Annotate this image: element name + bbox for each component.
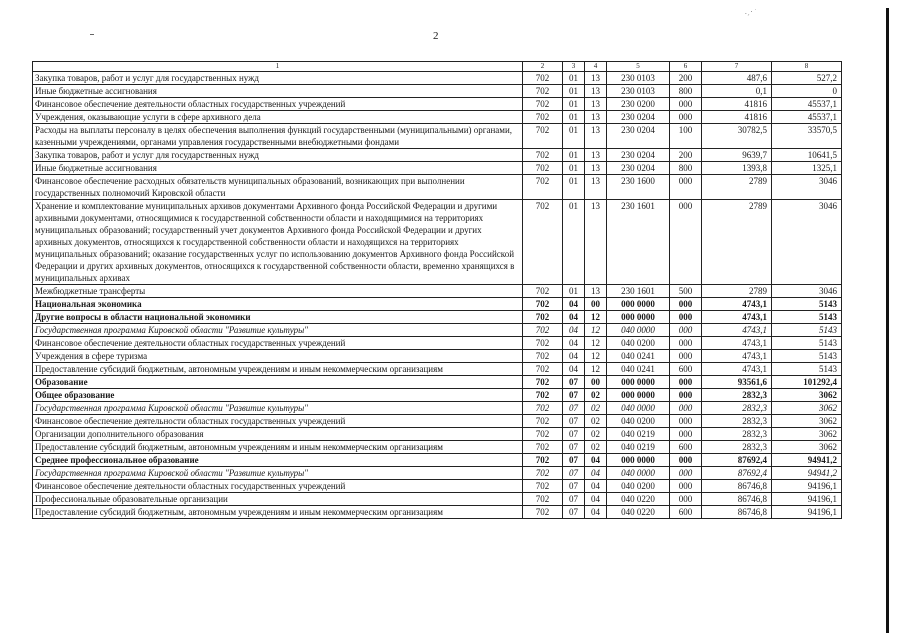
- table-row: [33, 149, 842, 162]
- amount-col7-cell: 2789: [702, 200, 772, 285]
- code-section-cell: 01: [563, 124, 585, 149]
- amount-col7-cell: 2789: [702, 175, 772, 200]
- row-name-cell: Иные бюджетные ассигнования: [33, 162, 523, 175]
- row-name-cell: Межбюджетные трансферты: [33, 285, 523, 298]
- scan-artifact-dash: [90, 34, 94, 35]
- row-name-cell: Национальная экономика: [33, 298, 523, 311]
- table-row: [33, 506, 842, 519]
- amount-col7-cell: 87692,4: [702, 454, 772, 467]
- row-name-cell: Закупка товаров, работ и услуг для государственных нужд: [33, 72, 523, 85]
- amount-col7-cell: 2832,3: [702, 428, 772, 441]
- amount-col7-cell: 0,1: [702, 85, 772, 98]
- code-section-cell: 01: [563, 98, 585, 111]
- table-row: [33, 200, 842, 285]
- code-section-cell: 04: [563, 311, 585, 324]
- code-ministry-cell: 702: [523, 480, 563, 493]
- code-ministry-cell: 702: [523, 85, 563, 98]
- code-subsection-cell: 13: [585, 162, 607, 175]
- code-section-cell: 07: [563, 389, 585, 402]
- table-row: [33, 389, 842, 402]
- amount-col7-cell: 487,6: [702, 72, 772, 85]
- row-name-cell: Другие вопросы в области национальной экономики: [33, 311, 523, 324]
- code-ministry-cell: 702: [523, 363, 563, 376]
- amount-col7-cell: 93561,6: [702, 376, 772, 389]
- table-row: [33, 454, 842, 467]
- row-name-cell: Закупка товаров, работ и услуг для государственных нужд: [33, 149, 523, 162]
- code-target-cell: 230 1600: [607, 175, 670, 200]
- amount-col7-cell: 4743,1: [702, 350, 772, 363]
- table-row: [33, 298, 842, 311]
- code-subsection-cell: 02: [585, 389, 607, 402]
- row-name-cell: Финансовое обеспечение деятельности областных государственных учреждений: [33, 98, 523, 111]
- code-subsection-cell: 13: [585, 285, 607, 298]
- table-row: [33, 480, 842, 493]
- code-ministry-cell: 702: [523, 311, 563, 324]
- column-header: 7: [702, 62, 772, 72]
- table-row: [33, 162, 842, 175]
- table-row: [33, 428, 842, 441]
- page-number: 2: [433, 30, 439, 42]
- code-ministry-cell: 702: [523, 149, 563, 162]
- code-ministry-cell: 702: [523, 415, 563, 428]
- code-expense-type-cell: 500: [670, 285, 702, 298]
- amount-col8-cell: 3062: [772, 428, 842, 441]
- code-target-cell: 040 0200: [607, 415, 670, 428]
- column-header: 3: [563, 62, 585, 72]
- code-target-cell: 230 0204: [607, 162, 670, 175]
- amount-col8-cell: 3046: [772, 285, 842, 298]
- table-row: [33, 402, 842, 415]
- code-expense-type-cell: 000: [670, 454, 702, 467]
- amount-col7-cell: 2832,3: [702, 389, 772, 402]
- amount-col8-cell: 5143: [772, 311, 842, 324]
- table-row: [33, 85, 842, 98]
- amount-col8-cell: 94941,2: [772, 467, 842, 480]
- code-ministry-cell: 702: [523, 72, 563, 85]
- amount-col7-cell: 41816: [702, 111, 772, 124]
- code-section-cell: 04: [563, 350, 585, 363]
- code-ministry-cell: 702: [523, 285, 563, 298]
- code-ministry-cell: 702: [523, 350, 563, 363]
- row-name-cell: Среднее профессиональное образование: [33, 454, 523, 467]
- code-section-cell: 01: [563, 200, 585, 285]
- code-target-cell: 040 0219: [607, 441, 670, 454]
- budget-table: [32, 61, 842, 519]
- amount-col8-cell: 3046: [772, 175, 842, 200]
- row-name-cell: Государственная программа Кировской области "Развитие культуры": [33, 402, 523, 415]
- code-target-cell: 230 0103: [607, 72, 670, 85]
- amount-col8-cell: 3062: [772, 415, 842, 428]
- code-expense-type-cell: 000: [670, 389, 702, 402]
- row-name-cell: Государственная программа Кировской области "Развитие культуры": [33, 324, 523, 337]
- code-ministry-cell: 702: [523, 428, 563, 441]
- row-name-cell: Финансовое обеспечение деятельности областных государственных учреждений: [33, 337, 523, 350]
- code-target-cell: 230 0200: [607, 98, 670, 111]
- code-subsection-cell: 13: [585, 124, 607, 149]
- code-subsection-cell: 13: [585, 72, 607, 85]
- code-subsection-cell: 00: [585, 376, 607, 389]
- amount-col8-cell: 527,2: [772, 72, 842, 85]
- amount-col8-cell: 45537,1: [772, 111, 842, 124]
- column-header: 8: [772, 62, 842, 72]
- amount-col8-cell: 101292,4: [772, 376, 842, 389]
- code-target-cell: 230 0204: [607, 111, 670, 124]
- code-expense-type-cell: 000: [670, 493, 702, 506]
- amount-col7-cell: 41816: [702, 98, 772, 111]
- table-row: [33, 337, 842, 350]
- code-subsection-cell: 12: [585, 337, 607, 350]
- table-row: [33, 311, 842, 324]
- code-ministry-cell: 702: [523, 402, 563, 415]
- amount-col7-cell: 9639,7: [702, 149, 772, 162]
- amount-col8-cell: 94941,2: [772, 454, 842, 467]
- code-expense-type-cell: 100: [670, 124, 702, 149]
- code-expense-type-cell: 000: [670, 415, 702, 428]
- amount-col8-cell: 94196,1: [772, 480, 842, 493]
- code-ministry-cell: 702: [523, 111, 563, 124]
- code-subsection-cell: 04: [585, 493, 607, 506]
- amount-col8-cell: 1325,1: [772, 162, 842, 175]
- row-name-cell: Финансовое обеспечение деятельности областных государственных учреждений: [33, 415, 523, 428]
- code-subsection-cell: 13: [585, 175, 607, 200]
- code-section-cell: 01: [563, 111, 585, 124]
- amount-col7-cell: 2832,3: [702, 441, 772, 454]
- code-section-cell: 07: [563, 428, 585, 441]
- code-subsection-cell: 12: [585, 324, 607, 337]
- code-expense-type-cell: 000: [670, 467, 702, 480]
- amount-col8-cell: 3046: [772, 200, 842, 285]
- code-ministry-cell: 702: [523, 162, 563, 175]
- code-expense-type-cell: 200: [670, 149, 702, 162]
- row-name-cell: Предоставление субсидий бюджетным, автономным учреждениям и иным некоммерческим организациям: [33, 441, 523, 454]
- column-header: 5: [607, 62, 670, 72]
- code-section-cell: 04: [563, 324, 585, 337]
- code-expense-type-cell: 200: [670, 72, 702, 85]
- scan-artifact: . ̗ · ͘: [745, 8, 755, 16]
- code-expense-type-cell: 600: [670, 441, 702, 454]
- amount-col8-cell: 45537,1: [772, 98, 842, 111]
- table-row: [33, 493, 842, 506]
- amount-col8-cell: 5143: [772, 350, 842, 363]
- code-subsection-cell: 13: [585, 98, 607, 111]
- code-subsection-cell: 02: [585, 415, 607, 428]
- table-row: [33, 98, 842, 111]
- code-subsection-cell: 12: [585, 350, 607, 363]
- code-section-cell: 07: [563, 467, 585, 480]
- table-row: [33, 467, 842, 480]
- amount-col8-cell: 3062: [772, 389, 842, 402]
- code-section-cell: 01: [563, 162, 585, 175]
- table-row: [33, 376, 842, 389]
- amount-col7-cell: 30782,5: [702, 124, 772, 149]
- code-subsection-cell: 13: [585, 85, 607, 98]
- table-row: [33, 72, 842, 85]
- code-expense-type-cell: 000: [670, 175, 702, 200]
- amount-col7-cell: 2789: [702, 285, 772, 298]
- code-ministry-cell: 702: [523, 506, 563, 519]
- code-target-cell: 040 0000: [607, 467, 670, 480]
- code-ministry-cell: 702: [523, 454, 563, 467]
- code-ministry-cell: 702: [523, 493, 563, 506]
- amount-col8-cell: 3062: [772, 402, 842, 415]
- code-section-cell: 07: [563, 376, 585, 389]
- amount-col7-cell: 86746,8: [702, 493, 772, 506]
- code-expense-type-cell: 600: [670, 506, 702, 519]
- code-expense-type-cell: 000: [670, 402, 702, 415]
- code-subsection-cell: 00: [585, 298, 607, 311]
- code-section-cell: 07: [563, 415, 585, 428]
- column-header: 1: [33, 62, 523, 72]
- code-ministry-cell: 702: [523, 389, 563, 402]
- table-row: [33, 324, 842, 337]
- amount-col8-cell: 5143: [772, 324, 842, 337]
- table-row: [33, 111, 842, 124]
- code-expense-type-cell: 000: [670, 311, 702, 324]
- amount-col7-cell: 87692,4: [702, 467, 772, 480]
- code-target-cell: 230 0204: [607, 124, 670, 149]
- code-expense-type-cell: 000: [670, 337, 702, 350]
- code-expense-type-cell: 000: [670, 350, 702, 363]
- code-section-cell: 07: [563, 480, 585, 493]
- amount-col8-cell: 94196,1: [772, 493, 842, 506]
- code-target-cell: 000 0000: [607, 298, 670, 311]
- amount-col7-cell: 4743,1: [702, 363, 772, 376]
- table-row: [33, 363, 842, 376]
- code-expense-type-cell: 000: [670, 200, 702, 285]
- amount-col8-cell: 10641,5: [772, 149, 842, 162]
- row-name-cell: Предоставление субсидий бюджетным, автономным учреждениям и иным некоммерческим организациям: [33, 363, 523, 376]
- table-row: [33, 415, 842, 428]
- row-name-cell: Образование: [33, 376, 523, 389]
- code-section-cell: 01: [563, 85, 585, 98]
- row-name-cell: Учреждения в сфере туризма: [33, 350, 523, 363]
- code-section-cell: 04: [563, 337, 585, 350]
- code-target-cell: 000 0000: [607, 454, 670, 467]
- code-section-cell: 07: [563, 493, 585, 506]
- row-name-cell: Профессиональные образовательные организации: [33, 493, 523, 506]
- amount-col7-cell: 1393,8: [702, 162, 772, 175]
- code-subsection-cell: 04: [585, 467, 607, 480]
- row-name-cell: Организации дополнительного образования: [33, 428, 523, 441]
- code-expense-type-cell: 000: [670, 480, 702, 493]
- code-target-cell: 230 1601: [607, 200, 670, 285]
- amount-col7-cell: 2832,3: [702, 402, 772, 415]
- code-expense-type-cell: 000: [670, 376, 702, 389]
- code-ministry-cell: 702: [523, 298, 563, 311]
- row-name-cell: Расходы на выплаты персоналу в целях обеспечения выполнения функций государственными (муниципальными) органами, казенными учреждениями, органами управления государственными внебюджетными фондами: [33, 124, 523, 149]
- amount-col7-cell: 4743,1: [702, 324, 772, 337]
- code-target-cell: 230 1601: [607, 285, 670, 298]
- table-row: [33, 285, 842, 298]
- code-ministry-cell: 702: [523, 175, 563, 200]
- amount-col8-cell: 5143: [772, 363, 842, 376]
- code-expense-type-cell: 800: [670, 162, 702, 175]
- code-section-cell: 07: [563, 506, 585, 519]
- code-subsection-cell: 12: [585, 363, 607, 376]
- row-name-cell: Финансовое обеспечение расходных обязательств муниципальных образований, возникающих при выполнении государственных полномочий Кировской области: [33, 175, 523, 200]
- code-target-cell: 040 0219: [607, 428, 670, 441]
- amount-col7-cell: 86746,8: [702, 480, 772, 493]
- code-expense-type-cell: 800: [670, 85, 702, 98]
- code-target-cell: 230 0103: [607, 85, 670, 98]
- code-expense-type-cell: 000: [670, 111, 702, 124]
- code-expense-type-cell: 600: [670, 363, 702, 376]
- amount-col8-cell: 5143: [772, 298, 842, 311]
- row-name-cell: Государственная программа Кировской области "Развитие культуры": [33, 467, 523, 480]
- row-name-cell: Иные бюджетные ассигнования: [33, 85, 523, 98]
- code-ministry-cell: 702: [523, 441, 563, 454]
- table-row: [33, 124, 842, 149]
- amount-col7-cell: 2832,3: [702, 415, 772, 428]
- code-expense-type-cell: 000: [670, 298, 702, 311]
- code-subsection-cell: 12: [585, 311, 607, 324]
- code-subsection-cell: 13: [585, 111, 607, 124]
- code-subsection-cell: 13: [585, 149, 607, 162]
- code-section-cell: 07: [563, 441, 585, 454]
- code-ministry-cell: 702: [523, 324, 563, 337]
- table-row: [33, 441, 842, 454]
- row-name-cell: Предоставление субсидий бюджетным, автономным учреждениям и иным некоммерческим организациям: [33, 506, 523, 519]
- amount-col7-cell: 4743,1: [702, 337, 772, 350]
- row-name-cell: Общее образование: [33, 389, 523, 402]
- code-ministry-cell: 702: [523, 337, 563, 350]
- scan-edge-bar: [886, 8, 889, 633]
- code-ministry-cell: 702: [523, 124, 563, 149]
- amount-col7-cell: 4743,1: [702, 298, 772, 311]
- row-name-cell: Финансовое обеспечение деятельности областных государственных учреждений: [33, 480, 523, 493]
- code-subsection-cell: 02: [585, 402, 607, 415]
- table-row: [33, 175, 842, 200]
- code-target-cell: 040 0000: [607, 324, 670, 337]
- code-target-cell: 000 0000: [607, 376, 670, 389]
- code-target-cell: 000 0000: [607, 389, 670, 402]
- code-target-cell: 040 0200: [607, 337, 670, 350]
- table-row: [33, 350, 842, 363]
- amount-col7-cell: 4743,1: [702, 311, 772, 324]
- amount-col8-cell: 5143: [772, 337, 842, 350]
- code-ministry-cell: 702: [523, 467, 563, 480]
- code-subsection-cell: 04: [585, 506, 607, 519]
- code-ministry-cell: 702: [523, 98, 563, 111]
- code-subsection-cell: 04: [585, 454, 607, 467]
- amount-col8-cell: 3062: [772, 441, 842, 454]
- code-expense-type-cell: 000: [670, 98, 702, 111]
- code-section-cell: 01: [563, 149, 585, 162]
- amount-col8-cell: 33570,5: [772, 124, 842, 149]
- code-section-cell: 07: [563, 454, 585, 467]
- code-section-cell: 01: [563, 175, 585, 200]
- code-target-cell: 040 0000: [607, 402, 670, 415]
- code-target-cell: 040 0200: [607, 480, 670, 493]
- code-section-cell: 07: [563, 402, 585, 415]
- code-section-cell: 01: [563, 72, 585, 85]
- column-header: 6: [670, 62, 702, 72]
- code-section-cell: 01: [563, 285, 585, 298]
- code-target-cell: 040 0220: [607, 493, 670, 506]
- code-target-cell: 040 0220: [607, 506, 670, 519]
- code-target-cell: 040 0241: [607, 350, 670, 363]
- code-target-cell: 000 0000: [607, 311, 670, 324]
- row-name-cell: Хранение и комплектование муниципальных архивов документами Архивного фонда Российской Федерации и другими архивными документами, относящимися к государственной собственности области и находящимися на территориях муниципальных образований; государственный учет документов Архивного фонда Российской Федерации и других архивных документов, относящихся к государственной собственности области и находящихся на территориях муниципальных образований; оказание государственных услуг по использованию документов Архивного фонда Российской Федерации и других архивных документов, относящихся к государственной собственности области, временно хранящихся в муниципальных архивах: [33, 200, 523, 285]
- code-expense-type-cell: 000: [670, 428, 702, 441]
- code-subsection-cell: 02: [585, 428, 607, 441]
- column-header: 2: [523, 62, 563, 72]
- code-subsection-cell: 02: [585, 441, 607, 454]
- code-target-cell: 230 0204: [607, 149, 670, 162]
- amount-col7-cell: 86746,8: [702, 506, 772, 519]
- table-header-row: [33, 62, 842, 72]
- column-header: 4: [585, 62, 607, 72]
- code-subsection-cell: 04: [585, 480, 607, 493]
- row-name-cell: Учреждения, оказывающие услуги в сфере архивного дела: [33, 111, 523, 124]
- code-expense-type-cell: 000: [670, 324, 702, 337]
- code-ministry-cell: 702: [523, 376, 563, 389]
- amount-col8-cell: 94196,1: [772, 506, 842, 519]
- code-ministry-cell: 702: [523, 200, 563, 285]
- code-subsection-cell: 13: [585, 200, 607, 285]
- code-section-cell: 04: [563, 298, 585, 311]
- code-target-cell: 040 0241: [607, 363, 670, 376]
- amount-col8-cell: 0: [772, 85, 842, 98]
- code-section-cell: 04: [563, 363, 585, 376]
